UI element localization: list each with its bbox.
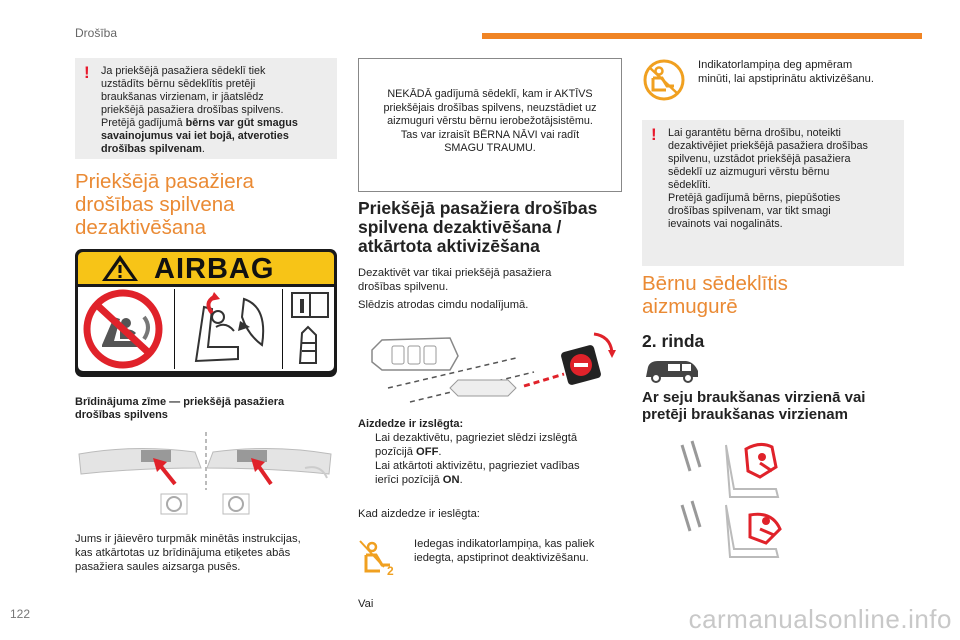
column-1 [75, 58, 337, 574]
airbag-off-indicator-row [358, 537, 622, 581]
svg-text:2: 2 [387, 564, 394, 577]
deactivation-note: Dezaktivēt var tikai priekšējā pasažiera drošības spilvenu. [358, 267, 552, 293]
switch-location-note: Slēdzis atrodas cimdu nodalījumā. [358, 299, 529, 311]
header-section-title: Drošība [75, 26, 118, 40]
section-heading-rear-child-seat: Bērnu sēdeklītis aizmugurē [642, 272, 788, 318]
airbag-deploy-seat-icon [178, 287, 278, 371]
no-rear-facing-seat-icon [80, 287, 170, 371]
airbag-off-indicator-icon [358, 537, 398, 577]
airbag-on-indicator-icon [642, 58, 686, 102]
car-side-icon [642, 357, 702, 385]
manual-book-icon [286, 287, 334, 371]
sun-visor-label-illustration [75, 428, 337, 520]
airbag-warning-label-figure [75, 249, 337, 377]
or-text: Vai [358, 598, 374, 610]
danger-notice-box: NEKĀDĀ gadījumā sēdeklī, kam ir AKTĪVS priekšējais drošības spilvens, neuzstādiet uz aizmuguri vērstu bērnu ierobežotājsistēmu. Tas var izraisīt BĒRNA NĀVI vai radīt SMAGU TRAUMU. [358, 58, 622, 192]
warning-box-child-safety: ! Lai garantētu bērna drošību, noteikti dezaktivējiet priekšējā pasažiera drošības spilvenu, uzstādot priekšējā pasažiera sēdeklī uz aizmuguri vērstu bērnu sēdeklīti. Pretējā gadījumā bērns, piepūšoties drošības spilvenam, var tikt smagi ievainots vai nogalināts. [642, 120, 904, 266]
watermark-text: carmanualsonline.info [688, 604, 952, 634]
indicator-on-text: Iedegas indikatorlampiņa, kas paliek iedegta, apstiprinot deaktivizēšanu. [414, 538, 595, 564]
bullet-deactivate: Lai dezaktivētu, pagrieziet slēdzi izslēgtā pozīcijā OFF. [375, 432, 578, 458]
key-switch-illustration [358, 322, 620, 410]
header-accent-bar [482, 33, 922, 39]
instructions-paragraph: Jums ir jāievēro turpmāk minētās instrukcijas, kas atkārtotas uz brīdinājuma etiķetes abās pasažiera saules aizsarga pusēs. [75, 533, 301, 573]
row-2-heading: 2. rinda [642, 331, 705, 351]
airbag-on-indicator-row [642, 58, 904, 110]
child-seat-orientation-illustration [676, 437, 806, 561]
warning-triangle-icon [100, 253, 140, 283]
ignition-on-title: Kad aizdedze ir ieslēgta: [358, 508, 480, 520]
airbag-label-text: AIRBAG [154, 253, 275, 285]
warning-box-child-seat: ! Ja priekšējā pasažiera sēdeklī tiek uzstādīts bērnu sēdeklītis pretēji braukšanas virzienam, ir jāatslēdz priekšējā pasažiera drošības spilvens. Pretējā gadījumā bērns var gūt smagus savainojumus vai iet bojā, atveroties drošības spilvenam. [75, 58, 337, 159]
section-heading-airbag-deactivation: Priekšējā pasažiera drošības spilvena dezaktivēšana [75, 170, 254, 239]
ignition-off-title: Aizdedze ir izslēgta: [358, 418, 464, 430]
column-3 [642, 58, 904, 561]
column-2 [358, 58, 622, 611]
indicator-minute-text: Indikatorlampiņa deg apmēram minūti, lai apstiprinātu aktivizēšanu. [698, 59, 874, 85]
section-heading-deactivation-reactivation: Priekšējā pasažiera drošības spilvena dezaktivēšana / atkārtota aktivizēšana [358, 198, 598, 256]
direction-heading: Ar seju braukšanas virzienā vai pretēji braukšanas virzienam [642, 389, 866, 423]
exclamation-icon: ! [84, 63, 90, 82]
bullet-reactivate: Lai atkārtoti aktivizētu, pagrieziet vadības ierīci pozīcijā ON. [375, 460, 580, 486]
page-number: 122 [10, 607, 31, 621]
exclamation-icon: ! [651, 125, 657, 144]
figure-caption-warning-sign: Brīdinājuma zīme — priekšējā pasažiera drošības spilvens [75, 396, 285, 421]
